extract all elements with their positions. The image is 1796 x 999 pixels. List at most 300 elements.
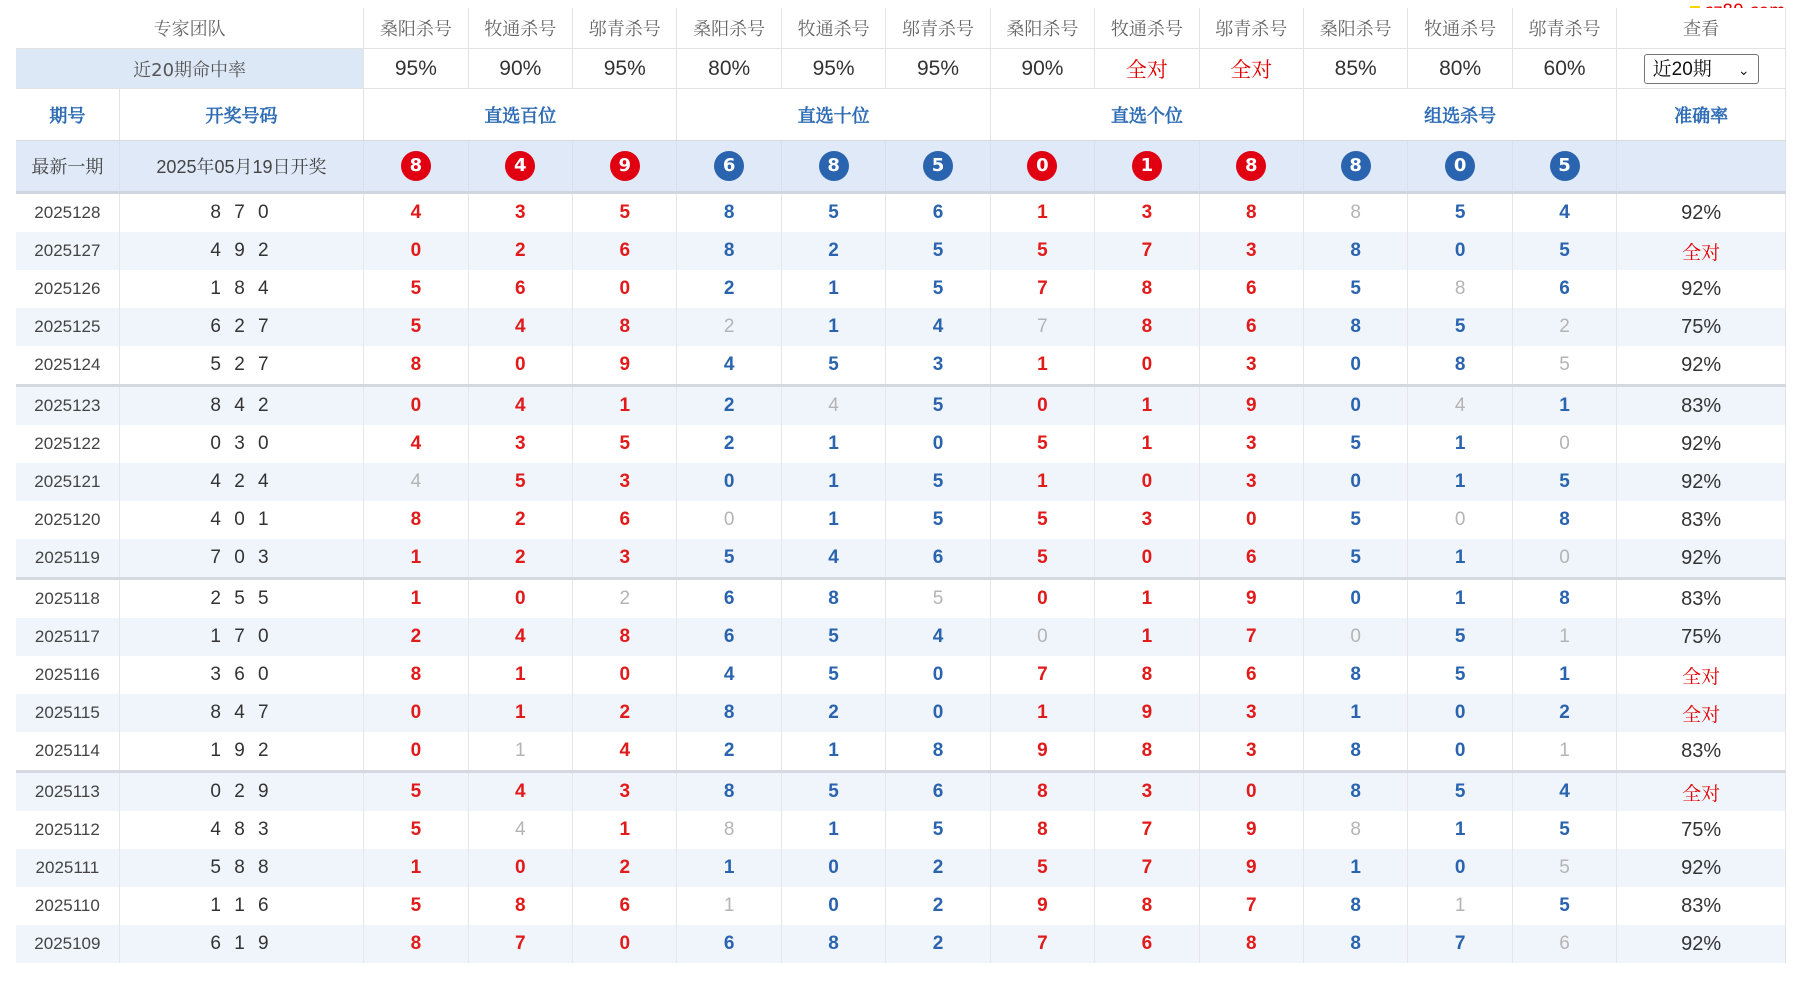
- table-row: [16, 270, 1786, 308]
- draw-number: 8 4 2: [119, 386, 363, 426]
- kill-number-cell: [1199, 425, 1303, 463]
- kill-number-cell: [1408, 887, 1512, 925]
- issue-number: 2025111: [16, 849, 119, 887]
- expert-name: 邬青杀号: [1199, 8, 1303, 49]
- draw-number: 6 2 7: [119, 308, 363, 346]
- kill-number-cell: [990, 772, 1094, 812]
- kill-number-cell: [990, 425, 1094, 463]
- kill-number: 5: [723, 547, 735, 568]
- kill-number: 7: [1245, 626, 1257, 647]
- kill-number-cell: [1303, 925, 1407, 963]
- kill-number: 3: [619, 547, 631, 568]
- group-header-tens: 直选十位: [677, 89, 990, 141]
- kill-number-cell: [781, 425, 885, 463]
- number-ball: 8: [401, 151, 431, 181]
- kill-number: 5: [1350, 547, 1361, 568]
- kill-number: 8: [828, 933, 839, 954]
- kill-number: 8: [1559, 588, 1570, 609]
- latest-ball-cell: [990, 141, 1094, 193]
- kill-number: 2: [410, 626, 422, 647]
- kill-number-cell: [1095, 579, 1199, 619]
- kill-number: 4: [1454, 395, 1466, 416]
- kill-number: 5: [828, 664, 839, 685]
- kill-number-cell: [1512, 386, 1616, 426]
- kill-number-cell: [1095, 811, 1199, 849]
- kill-number: 5: [1037, 240, 1048, 261]
- kill-number: 0: [1454, 857, 1466, 878]
- issue-number: 2025115: [16, 694, 119, 732]
- kill-number: 0: [1245, 509, 1257, 530]
- kill-number-cell: [1199, 732, 1303, 772]
- kill-number: 8: [723, 702, 735, 723]
- kill-number: 7: [1037, 278, 1048, 299]
- kill-number-cell: [364, 849, 468, 887]
- hit-rate-value: 95%: [364, 49, 468, 89]
- issue-number: 2025119: [16, 539, 119, 579]
- kill-number: 5: [932, 240, 944, 261]
- kill-number-cell: [1095, 425, 1199, 463]
- kill-number: 3: [619, 471, 631, 492]
- kill-number-cell: [468, 887, 572, 925]
- issue-number: 2025118: [16, 579, 119, 619]
- kill-number: 0: [410, 740, 422, 761]
- kill-number-cell: [781, 346, 885, 386]
- kill-number-cell: [1095, 772, 1199, 812]
- kill-number: 2: [1559, 702, 1570, 723]
- kill-number-cell: [364, 346, 468, 386]
- kill-number-cell: [1408, 811, 1512, 849]
- kill-number-cell: [1199, 308, 1303, 346]
- kill-number-cell: [1408, 656, 1512, 694]
- accuracy-value: 全对: [1617, 656, 1786, 694]
- kill-number: 0: [932, 702, 944, 723]
- kill-number: 7: [1454, 933, 1466, 954]
- kill-number: 5: [932, 395, 944, 416]
- kill-number-cell: [573, 811, 677, 849]
- kill-number: 0: [1037, 395, 1048, 416]
- number-ball: 0: [1445, 151, 1475, 181]
- hit-rate-value: 95%: [573, 49, 677, 89]
- kill-number: 6: [723, 626, 735, 647]
- kill-number: 5: [1037, 509, 1048, 530]
- accuracy-value: 92%: [1617, 463, 1786, 501]
- kill-number: 5: [828, 354, 839, 375]
- kill-number: 8: [1141, 316, 1153, 337]
- kill-number: 5: [1559, 819, 1570, 840]
- kill-number: 2: [723, 316, 735, 337]
- kill-number: 0: [515, 857, 526, 878]
- kill-number: 8: [1350, 740, 1361, 761]
- kill-number-cell: [1512, 346, 1616, 386]
- expert-name: 邬青杀号: [1512, 8, 1616, 49]
- kill-number-cell: [1095, 539, 1199, 579]
- kill-number: 0: [1350, 471, 1361, 492]
- kill-number-cell: [781, 386, 885, 426]
- kill-number-cell: [990, 579, 1094, 619]
- latest-ball-cell: [677, 141, 781, 193]
- table-row: [16, 811, 1786, 849]
- kill-number-cell: [1095, 887, 1199, 925]
- kill-number: 8: [410, 933, 422, 954]
- kill-number: 4: [515, 819, 526, 840]
- kill-number: 1: [515, 740, 526, 761]
- kill-number: 5: [410, 316, 422, 337]
- kill-number: 1: [828, 278, 839, 299]
- table-row: [16, 656, 1786, 694]
- kill-number: 5: [1454, 664, 1466, 685]
- kill-number: 9: [1245, 857, 1257, 878]
- draw-number: 4 0 1: [119, 501, 363, 539]
- latest-ball-cell: [364, 141, 468, 193]
- table-row: [16, 539, 1786, 579]
- kill-number: 1: [410, 857, 422, 878]
- issue-number: 2025110: [16, 887, 119, 925]
- kill-number-cell: [1408, 463, 1512, 501]
- kill-number: 5: [1559, 354, 1570, 375]
- kill-number-cell: [1408, 925, 1512, 963]
- kill-number: 9: [1245, 395, 1257, 416]
- group-header-group-kill: 组选杀号: [1303, 89, 1616, 141]
- latest-ball-cell: [1095, 141, 1199, 193]
- kill-number: 5: [1037, 857, 1048, 878]
- accuracy-value: 83%: [1617, 386, 1786, 426]
- kill-number-cell: [781, 849, 885, 887]
- period-select[interactable]: [1644, 54, 1759, 84]
- kill-number: 2: [932, 895, 944, 916]
- kill-number: 1: [515, 664, 526, 685]
- kill-number: 4: [828, 547, 839, 568]
- kill-number-cell: [468, 501, 572, 539]
- issue-number: 2025116: [16, 656, 119, 694]
- draw-number: 1 8 4: [119, 270, 363, 308]
- kill-number: 1: [723, 895, 735, 916]
- kill-number: 2: [1559, 316, 1570, 337]
- kill-number: 4: [828, 395, 839, 416]
- kill-number-cell: [1199, 270, 1303, 308]
- kill-number-cell: [990, 270, 1094, 308]
- kill-number-cell: [1095, 270, 1199, 308]
- kill-number: 0: [410, 702, 422, 723]
- kill-number: 2: [723, 395, 735, 416]
- draw-number: 4 9 2: [119, 232, 363, 270]
- kill-number-cell: [1512, 579, 1616, 619]
- kill-number: 0: [619, 664, 631, 685]
- kill-number-cell: [468, 193, 572, 233]
- kill-number-cell: [468, 772, 572, 812]
- latest-ball-cell: [781, 141, 885, 193]
- kill-number-cell: [886, 270, 990, 308]
- kill-number-cell: [468, 270, 572, 308]
- kill-number: 0: [1350, 626, 1361, 647]
- kill-number: 6: [1245, 664, 1257, 685]
- issue-number: 2025113: [16, 772, 119, 812]
- kill-number-cell: [1408, 425, 1512, 463]
- hit-rate-value: 全对: [1095, 49, 1199, 89]
- kill-number-cell: [677, 925, 781, 963]
- kill-number: 2: [619, 702, 631, 723]
- kill-number-cell: [364, 501, 468, 539]
- draw-header: 开奖号码: [119, 89, 363, 141]
- kill-number: 1: [1559, 664, 1570, 685]
- kill-number: 1: [1559, 626, 1570, 647]
- kill-number-cell: [364, 308, 468, 346]
- kill-number-cell: [1512, 270, 1616, 308]
- draw-number: 4 8 3: [119, 811, 363, 849]
- hit-rate-value: 全对: [1199, 49, 1303, 89]
- kill-number-cell: [1303, 193, 1407, 233]
- kill-number: 6: [1245, 278, 1257, 299]
- kill-number-cell: [1408, 270, 1512, 308]
- kill-number-cell: [677, 232, 781, 270]
- latest-ball-cell: [1512, 141, 1616, 193]
- kill-number-cell: [468, 618, 572, 656]
- kill-number-cell: [1512, 193, 1616, 233]
- kill-number: 8: [410, 664, 422, 685]
- issue-number: 2025117: [16, 618, 119, 656]
- kill-number-cell: [1303, 618, 1407, 656]
- kill-number-cell: [1303, 539, 1407, 579]
- kill-number-cell: [886, 618, 990, 656]
- kill-number-cell: [1408, 694, 1512, 732]
- draw-number: 5 2 7: [119, 346, 363, 386]
- kill-number-cell: [781, 887, 885, 925]
- kill-number: 0: [1037, 626, 1048, 647]
- kill-number: 5: [1350, 278, 1361, 299]
- kill-number: 5: [932, 471, 944, 492]
- kill-number: 3: [1245, 471, 1257, 492]
- kill-number-cell: [990, 732, 1094, 772]
- hit-rate-value: 95%: [781, 49, 885, 89]
- kill-number-cell: [1408, 308, 1512, 346]
- kill-number: 1: [1559, 395, 1570, 416]
- kill-number: 6: [932, 547, 944, 568]
- kill-number: 2: [828, 240, 839, 261]
- accuracy-value: 83%: [1617, 887, 1786, 925]
- issue-number: 2025109: [16, 925, 119, 963]
- table-row: [16, 849, 1786, 887]
- kill-number: 5: [828, 626, 839, 647]
- kill-number-cell: [1303, 849, 1407, 887]
- kill-number-cell: [677, 270, 781, 308]
- kill-number-cell: [1512, 463, 1616, 501]
- kill-number-cell: [781, 539, 885, 579]
- expert-team-label: 专家团队: [16, 8, 364, 49]
- kill-number-cell: [573, 656, 677, 694]
- kill-number: 0: [619, 933, 631, 954]
- kill-number: 7: [1141, 240, 1153, 261]
- kill-number: 3: [1245, 740, 1257, 761]
- kill-number-cell: [1303, 887, 1407, 925]
- kill-number-cell: [1199, 925, 1303, 963]
- kill-number-cell: [364, 232, 468, 270]
- kill-number-cell: [781, 694, 885, 732]
- kill-number: 0: [1245, 781, 1257, 802]
- kill-number: 5: [1454, 316, 1466, 337]
- kill-number: 0: [1559, 433, 1570, 454]
- kill-number-cell: [468, 694, 572, 732]
- kill-number-cell: [677, 463, 781, 501]
- accuracy-value: 92%: [1617, 346, 1786, 386]
- kill-number: 5: [1559, 471, 1570, 492]
- section-header-row: [16, 89, 1786, 141]
- accuracy-value: 92%: [1617, 270, 1786, 308]
- expert-name: 桑阳杀号: [364, 8, 468, 49]
- group-header-hundreds: 直选百位: [364, 89, 677, 141]
- kill-number: 5: [1454, 202, 1466, 223]
- kill-number-cell: [573, 386, 677, 426]
- kill-number-cell: [1408, 849, 1512, 887]
- issue-number: 2025120: [16, 501, 119, 539]
- kill-number-cell: [886, 887, 990, 925]
- kill-number-cell: [1408, 732, 1512, 772]
- table-row: [16, 463, 1786, 501]
- kill-number-cell: [1512, 694, 1616, 732]
- kill-number: 6: [515, 278, 526, 299]
- kill-number-cell: [1512, 232, 1616, 270]
- kill-number-cell: [1095, 694, 1199, 732]
- kill-number-cell: [1095, 501, 1199, 539]
- kill-number-cell: [1303, 232, 1407, 270]
- kill-number-cell: [886, 308, 990, 346]
- kill-number: 0: [1454, 240, 1466, 261]
- expert-name: 牧通杀号: [781, 8, 885, 49]
- accuracy-value: 75%: [1617, 618, 1786, 656]
- accuracy-value: 92%: [1617, 849, 1786, 887]
- table-row: [16, 308, 1786, 346]
- kill-number: 0: [828, 895, 839, 916]
- kill-number: 0: [1350, 395, 1361, 416]
- kill-number: 8: [1141, 664, 1153, 685]
- kill-number-cell: [1512, 925, 1616, 963]
- latest-accuracy-empty: [1617, 141, 1786, 193]
- group-header-units: 直选个位: [990, 89, 1303, 141]
- draw-number: 8 7 0: [119, 193, 363, 233]
- kill-number: 8: [619, 626, 631, 647]
- kill-number: 0: [1454, 740, 1466, 761]
- kill-number-table-container: [16, 8, 1786, 963]
- kill-number-cell: [886, 579, 990, 619]
- kill-number: 1: [1141, 626, 1153, 647]
- kill-number: 6: [723, 933, 735, 954]
- kill-number-cell: [573, 772, 677, 812]
- kill-number: 4: [932, 316, 944, 337]
- kill-number: 9: [1245, 819, 1257, 840]
- kill-number-cell: [677, 386, 781, 426]
- kill-number-cell: [573, 694, 677, 732]
- kill-number-cell: [990, 463, 1094, 501]
- kill-number-cell: [573, 887, 677, 925]
- kill-number: 2: [515, 240, 526, 261]
- kill-number-cell: [1199, 193, 1303, 233]
- kill-number: 8: [1245, 202, 1257, 223]
- kill-number: 1: [828, 433, 839, 454]
- kill-number-cell: [781, 463, 885, 501]
- kill-number: 2: [828, 702, 839, 723]
- number-ball: 0: [1027, 151, 1057, 181]
- kill-number: 0: [932, 433, 944, 454]
- kill-number: 3: [1141, 781, 1153, 802]
- kill-number: 4: [410, 471, 422, 492]
- kill-number-cell: [1512, 656, 1616, 694]
- kill-number-cell: [468, 463, 572, 501]
- kill-number-cell: [677, 346, 781, 386]
- kill-number: 4: [515, 626, 526, 647]
- kill-number-cell: [1408, 386, 1512, 426]
- kill-number: 2: [723, 740, 735, 761]
- kill-number: 0: [1454, 509, 1466, 530]
- kill-number: 5: [1350, 433, 1361, 454]
- accuracy-value: 全对: [1617, 694, 1786, 732]
- kill-number-cell: [781, 811, 885, 849]
- table-row: [16, 887, 1786, 925]
- kill-number-cell: [1199, 849, 1303, 887]
- kill-number-cell: [990, 887, 1094, 925]
- hit-rate-value: 90%: [990, 49, 1094, 89]
- kill-number-cell: [1199, 346, 1303, 386]
- kill-number: 1: [1454, 819, 1466, 840]
- issue-number: 2025125: [16, 308, 119, 346]
- kill-number-cell: [677, 732, 781, 772]
- kill-number: 7: [515, 933, 526, 954]
- kill-number-cell: [1512, 425, 1616, 463]
- kill-number: 1: [1037, 471, 1048, 492]
- kill-number: 8: [723, 781, 735, 802]
- kill-number: 1: [828, 471, 839, 492]
- draw-number: 0 2 9: [119, 772, 363, 812]
- kill-number-cell: [1303, 732, 1407, 772]
- kill-number: 2: [619, 857, 631, 878]
- accuracy-value: 92%: [1617, 539, 1786, 579]
- kill-number-cell: [1512, 539, 1616, 579]
- kill-number: 5: [1559, 240, 1570, 261]
- kill-number-cell: [781, 232, 885, 270]
- issue-number: 2025128: [16, 193, 119, 233]
- kill-number-cell: [677, 539, 781, 579]
- kill-number-cell: [1095, 193, 1199, 233]
- period-select-value: 近20期: [1652, 58, 1712, 80]
- kill-number: 8: [1141, 740, 1153, 761]
- kill-number-cell: [1512, 308, 1616, 346]
- kill-number-cell: [364, 772, 468, 812]
- table-row: [16, 772, 1786, 812]
- kill-number-cell: [1303, 811, 1407, 849]
- kill-number: 0: [515, 354, 526, 375]
- kill-number-cell: [1199, 772, 1303, 812]
- kill-number-cell: [468, 811, 572, 849]
- kill-number-cell: [886, 232, 990, 270]
- kill-number: 1: [828, 316, 839, 337]
- number-ball: 5: [923, 151, 953, 181]
- latest-ball-cell: [468, 141, 572, 193]
- kill-number-cell: [468, 925, 572, 963]
- kill-number-cell: [886, 501, 990, 539]
- accuracy-header: 准确率: [1617, 89, 1786, 141]
- kill-number: 1: [828, 740, 839, 761]
- kill-number: 5: [1559, 895, 1570, 916]
- kill-number: 8: [723, 240, 735, 261]
- kill-number-cell: [1512, 849, 1616, 887]
- accuracy-value: 92%: [1617, 425, 1786, 463]
- kill-number-cell: [990, 386, 1094, 426]
- kill-number-cell: [886, 539, 990, 579]
- kill-number: 6: [932, 202, 944, 223]
- kill-number-cell: [573, 463, 677, 501]
- hit-rate-value: 60%: [1512, 49, 1616, 89]
- kill-number: 3: [1245, 354, 1257, 375]
- expert-team-row: [16, 8, 1786, 49]
- kill-number: 4: [932, 626, 944, 647]
- kill-number: 5: [1454, 626, 1466, 647]
